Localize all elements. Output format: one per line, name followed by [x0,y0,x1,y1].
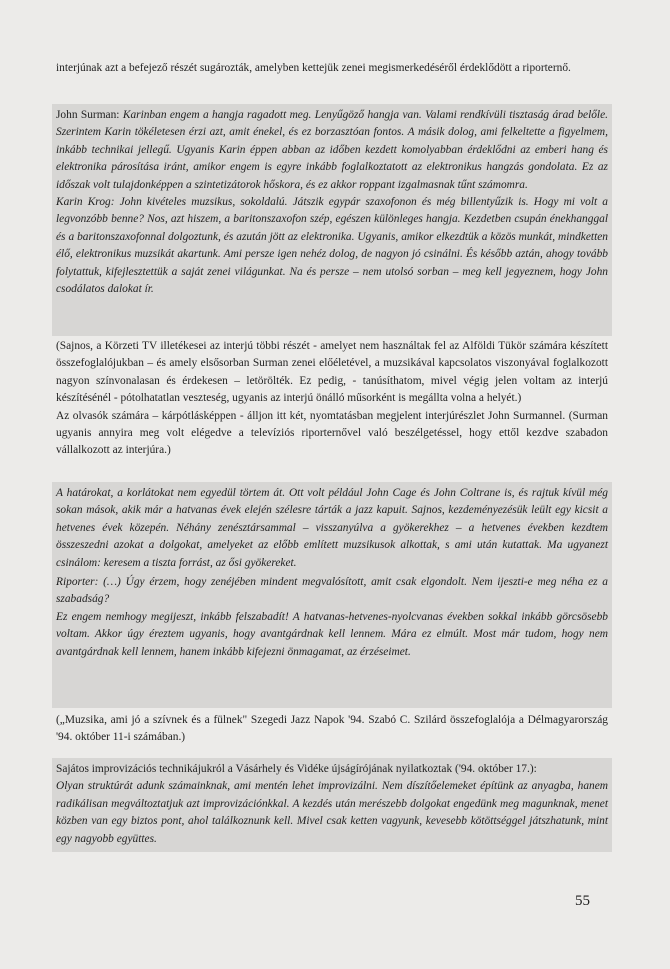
citation-text: („Muzsika, ami jó a szívnek és a fülnek" Szegedi Jazz Napok '94. Szabó C. Szilárd összefoglalója a Délmagyarország '94. október 11-i számában.) [56,714,608,744]
reporter-question: Riporter: (…) Úgy érzem, hogy zenéjében mindent megvalósított, amit csak elgondolt. Nem ijeszti-e meg néha ez a szabadság? [56,576,608,606]
intro-text: interjúnak azt a befejező részét sugározták, amelyben kettejük zenei megismerkedéséről érdeklődött a riporternő. [56,62,571,74]
interview-3-text: Olyan struktúrát adunk számainknak, ami mentén lehet improvizálni. Nem díszítőelemeket építünk az anyagba, hanem radikálisan megváltoztatjuk azt improvizációnkkal. A kezdés után merészebb dolgokat engedünk meg magunknak, menet közben van egy biztos pont, ahol találkoznunk kell. Mivel csak ketten vagyunk, kevesebb kötöttséggel játszhatunk, mint egy nagyobb együttes. [56,780,608,845]
editorial-text-1: (Sajnos, a Körzeti TV illetékesei az interjú többi részét - amelyet nem használtak fel az Alföldi Tükör számára készített összefoglalójukban – és amely elsősorban Surman zenei előéletével, a muzsikával kapcsolatos viszonyával foglalkozott nagyon színvonalasan és érdekesen – letörölték. Ez pedig, - tanúsíthatom, mivel végig jelen voltam az interjú készítésénél - pótolhatatlan veszteség, ugyanis az interjú önálló műsorként is megállta volna a helyét.) [56,340,608,405]
interview-3-intro: Sajátos improvizációs technikájukról a Vásárhely és Vidéke újságírójának nyilatkoztak ('94. október 17.): [56,763,537,775]
intro-paragraph [56,60,608,77]
interview-box-3 [52,758,612,852]
editorial-text-2: Az olvasók számára – kárpótlásképpen - álljon itt két, nyomtatásban megjelent interjúrészlet John Surmannel. (Surman ugyanis annyira meg volt elégedve a televíziós riporternővel való beszélgetéssel, hogy ettől kezdve szabadon vállalkozott az interjúra.) [56,409,608,457]
krog-answer: Karin Krog: John kivételes muzsikus, sokoldalú. Játszik egypár szaxofonon és még billentyűzik is. Hogy mi volt a legvonzóbb benne? Nos, azt hiszem, a baritonszaxofon szép, egészen különleges hangja. Kezdetben csupán énekhanggal és a baritonszaxofonnal dolgoztunk, és azután jött az elektronika. Ugyanis, amikor elkezdtük a közös munkát, mindketten élő, elektronikus muzsikát akartunk. Ami persze igen nehéz dolog, de nagyon jó csinálni. És később aztán, ahogy tovább folytattuk, kifejlesztettük a saját zenei világunkat. Na és persze – nem utolsó sorban – meg kell jegyeznem, hogy John csodálatos dalokat ír. [56,196,608,296]
surman-quote-2: Ez engem nemhogy megijeszt, inkább felszabadít! A hatvanas-hetvenes-nyolcvanas években sokkal inkább görcsösebb voltam. Akkor úgy éreztem ugyanis, hogy avantgárdnak kell lennem. Mára ez elmúlt. Most már tudom, hogy nem avantgárdnak kell lennem, hanem inkább kifejezni önmagamat, az érzéseimet. [56,610,608,658]
surman-speaker: John Surman: [56,109,120,121]
page-number: 55 [575,893,590,909]
interview-box-2 [52,482,612,708]
interview-box-1 [52,104,612,336]
surman-quote-1: A határokat, a korlátokat nem egyedül törtem át. Ott volt például John Cage és John Coltrane is, és rajtuk kívül még sokan mások, akik már a hatvanas évek elején szélesre tárták a jazz kapuit. Sajnos, kezdeményezésük leült egy kicsit a hetvenes évek közepén. Néhány zenésztársammal – visszanyúlva a gyökerekhez – a hetvenes években kezdtem összeszedni azokat a dolgokat, amelyeket az előbb említett muzsikusok alkottak, s ami után kutattak. Ma ugyanezt csinálom: keresem a tiszta forrást, az ősi gyökereket. [56,487,608,569]
citation-paragraph [56,712,608,747]
surman-answer-text: Karinban engem a hangja ragadott meg. Lenyűgöző hangja van. Valami rendkívüli tisztaság árad belőle. Szerintem Karin tökéletesen érzi azt, amit énekel, és ez borzasztóan fontos. A másik dolog, ami felkeltette a figyelmem, inkább technikai jellegű. Ugyanis Karin éppen abban az időben kezdett komolyabban érdeklődni az emberi hang és elektronika párosítása iránt, amikor engem is egyre inkább foglalkoztatott az elektronikus hangzás gondolata. Ez az időszak volt tulajdonképpen a szintetizátorok hőskora, és ez akkor roppant izgalmasnak tűnt számomra. [56,109,608,191]
surman-answer [56,107,608,194]
editorial-paragraph [56,338,608,460]
